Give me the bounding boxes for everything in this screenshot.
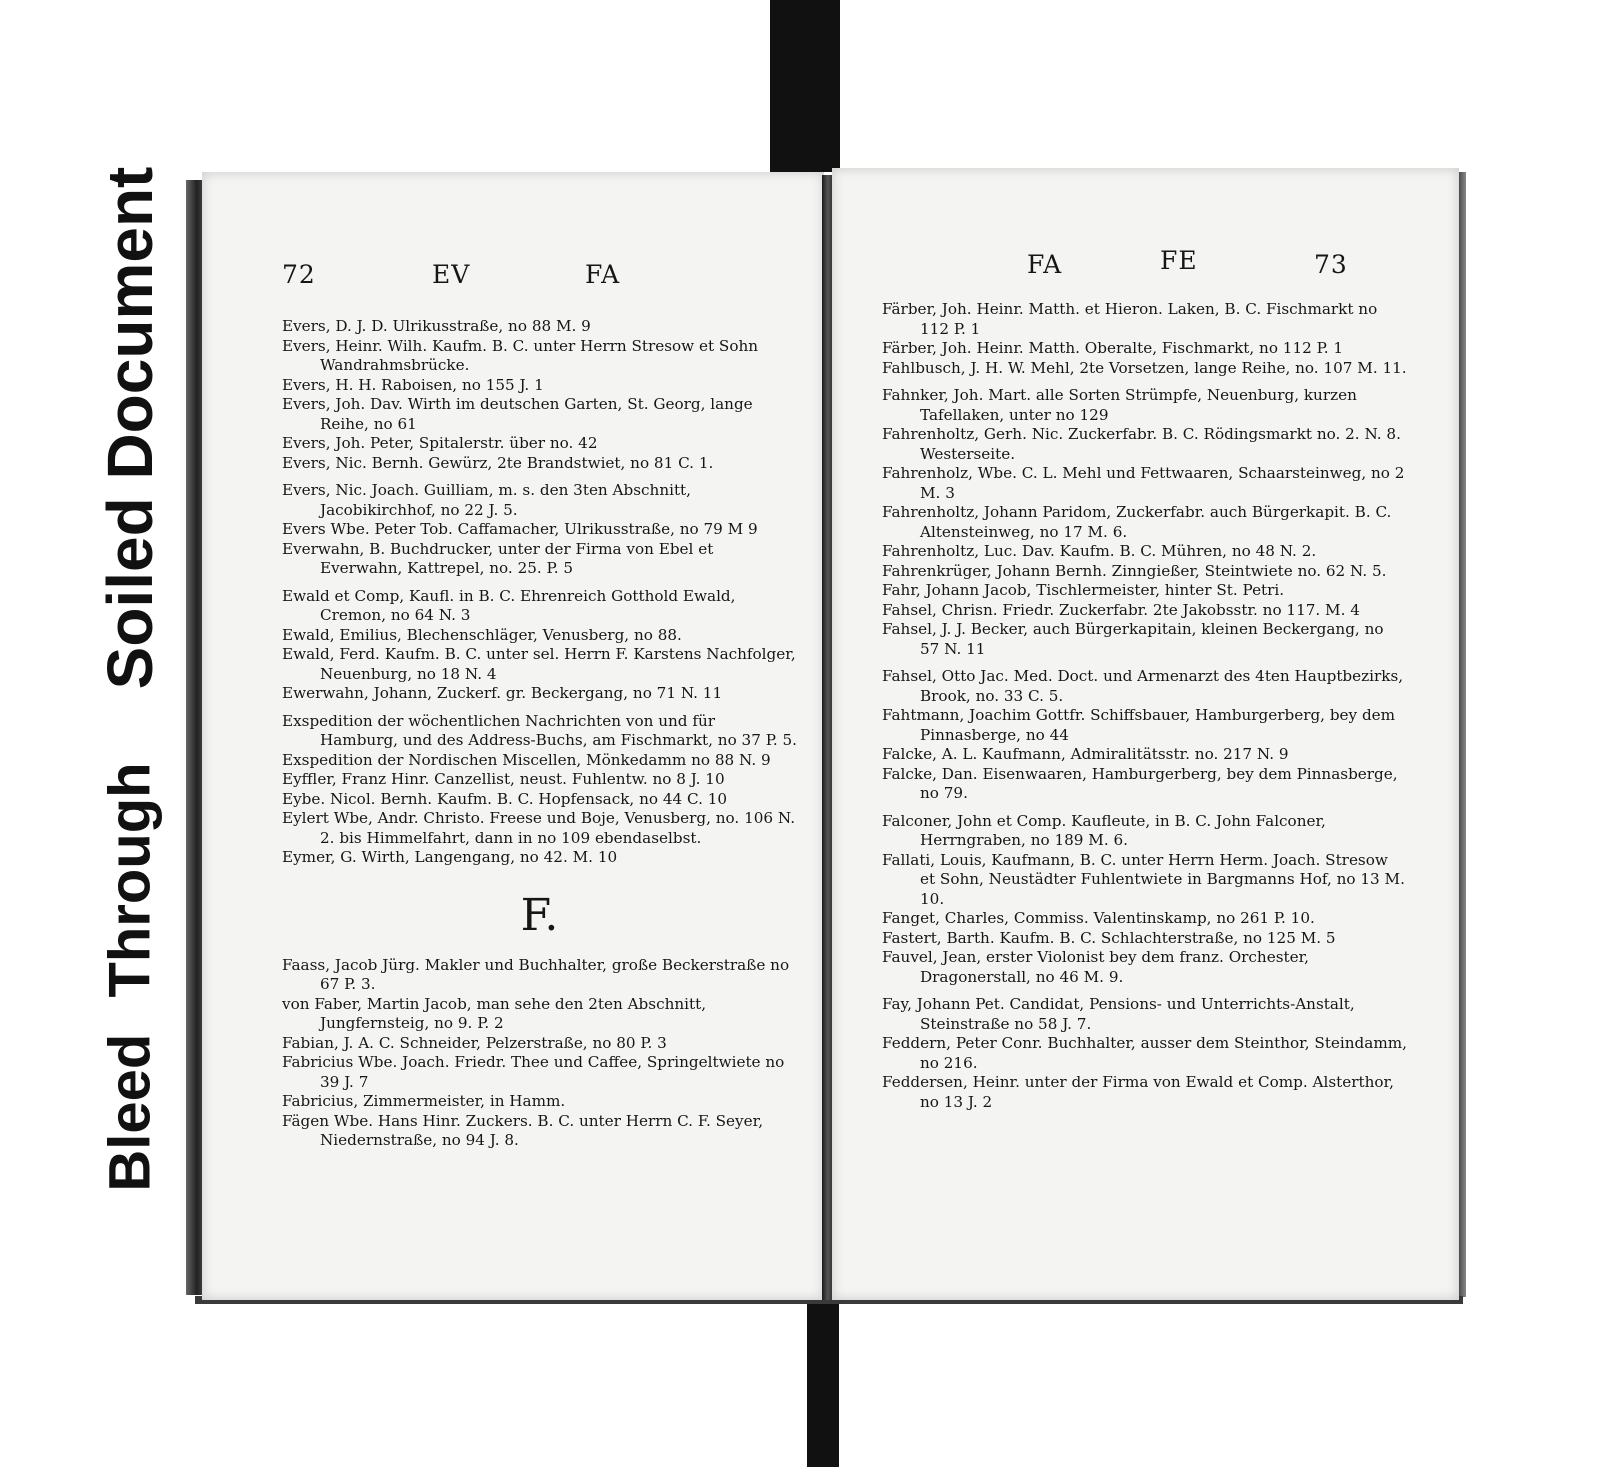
directory-entry: Evers, D. J. D. Ulrikusstraße, no 88 M. 9: [282, 317, 591, 335]
directory-entry: Färber, Joh. Heinr. Matth. et Hieron. Laken, B. C. Fischmarkt no 112 P. 1: [882, 300, 1378, 338]
directory-entry: Evers Wbe. Peter Tob. Caffamacher, Ulrikusstraße, no 79 M 9: [282, 520, 758, 538]
directory-entry: Fahrenholtz, Gerh. Nic. Zuckerfabr. B. C. Rödingsmarkt no. 2. N. 8. Westerseite.: [882, 425, 1401, 463]
entries-list: [282, 317, 797, 1151]
right-page: [832, 168, 1459, 1300]
binding-strip-bottom: [807, 1292, 839, 1467]
directory-entry: Feddersen, Heinr. unter der Firma von Ewald et Comp. Alsterthor, no 13 J. 2: [882, 1073, 1394, 1111]
running-header-left: FA: [1027, 250, 1063, 279]
running-header-right: FE: [1160, 246, 1198, 275]
directory-entry: Ewald et Comp, Kaufl. in B. C. Ehrenreich Gotthold Ewald, Cremon, no 64 N. 3: [282, 586, 736, 624]
directory-entry: Exspedition der wöchentlichen Nachrichten von und für Hamburg, und des Address-Buchs, am Fischmarkt, no 37 P. 5.: [282, 711, 797, 749]
directory-entry: Ewerwahn, Johann, Zuckerf. gr. Beckergang, no 71 N. 11: [282, 684, 723, 702]
entries-list: [882, 300, 1407, 1112]
directory-entry: Fahlbusch, J. H. W. Mehl, 2te Vorsetzen, lange Reihe, no. 107 M. 11.: [882, 358, 1407, 377]
directory-entry: Fastert, Barth. Kaufm. B. C. Schlachterstraße, no 125 M. 5: [882, 928, 1336, 947]
directory-entry: Evers, Nic. Joach. Guilliam, m. s. den 3ten Abschnitt, Jacobikirchhof, no 22 J. 5.: [282, 481, 691, 519]
directory-entry: Fallati, Louis, Kaufmann, B. C. unter Herrn Herm. Joach. Stresow et Sohn, Neustädter Fuhlentwiete in Bargmanns Hof, no 13 M. 10.: [882, 850, 1405, 908]
directory-entry: Fahrenholtz, Johann Paridom, Zuckerfabr. auch Bürgerkapit. B. C. Altensteinweg, no 17 M. 6.: [882, 503, 1392, 541]
directory-entry: Falconer, John et Comp. Kaufleute, in B. C. John Falconer, Herrngraben, no 189 M. 6.: [882, 811, 1326, 849]
directory-entry: Fahtmann, Joachim Gottfr. Schiffsbauer, Hamburgerberg, bey dem Pinnasberge, no 44: [882, 706, 1396, 744]
page-number: 72: [282, 260, 316, 289]
directory-entry: Eylert Wbe, Andr. Christo. Freese und Boje, Venusberg, no. 106 N. 2. bis Himmelfahrt, dann in no 109 ebendaselbst.: [282, 809, 796, 847]
directory-entry: Faass, Jacob Jürg. Makler und Buchhalter, große Beckerstraße no 67 P. 3.: [282, 955, 790, 993]
bleed-through-label: Bleed Through: [97, 762, 163, 1192]
directory-entry: Evers, Nic. Bernh. Gewürz, 2te Brandstwiet, no 81 C. 1.: [282, 453, 714, 472]
directory-entry: von Faber, Martin Jacob, man sehe den 2ten Abschnitt, Jungfernsteig, no 9. P. 2: [282, 994, 707, 1032]
directory-entry: Fahsel, Chrisn. Friedr. Zuckerfabr. 2te Jakobsstr. no 117. M. 4: [882, 600, 1360, 619]
directory-entry: Fahr, Johann Jacob, Tischlermeister, hinter St. Petri.: [882, 581, 1285, 599]
running-header-right: FA: [585, 260, 621, 289]
directory-entry: Fauvel, Jean, erster Violonist bey dem franz. Orchester, Dragonerstall, no 46 M. 9.: [882, 948, 1309, 986]
directory-entry: Fahrenkrüger, Johann Bernh. Zinngießer, Steintwiete no. 62 N. 5.: [882, 561, 1387, 580]
directory-entry: Everwahn, B. Buchdrucker, unter der Firma von Ebel et Everwahn, Kattrepel, no. 25. P. 5: [282, 539, 714, 577]
directory-entry: Fabian, J. A. C. Schneider, Pelzerstraße, no 80 P. 3: [282, 1033, 667, 1052]
directory-entry: Ewald, Emilius, Blechenschläger, Venusberg, no 88.: [282, 625, 682, 644]
directory-entry: Falcke, Dan. Eisenwaaren, Hamburgerberg, bey dem Pinnasberge, no 79.: [882, 764, 1398, 802]
directory-entry: Evers, Heinr. Wilh. Kaufm. B. C. unter Herrn Stresow et Sohn Wandrahmsbrücke.: [282, 336, 759, 374]
bleed-through-label-card: [75, 738, 185, 1216]
directory-entry: Fahsel, J. J. Becker, auch Bürgerkapitain, kleinen Beckergang, no 57 N. 11: [882, 620, 1384, 658]
soiled-document-label-card: [75, 168, 185, 688]
directory-entry: Evers, Joh. Dav. Wirth im deutschen Garten, St. Georg, lange Reihe, no 61: [282, 395, 753, 433]
directory-entry: Ewald, Ferd. Kaufm. B. C. unter sel. Herrn F. Karstens Nachfolger, Neuenburg, no 18 N. 4: [282, 645, 796, 683]
directory-entry: Fanget, Charles, Commiss. Valentinskamp, no 261 P. 10.: [882, 909, 1315, 927]
directory-entry: Evers, Joh. Peter, Spitalerstr. über no. 42: [282, 434, 598, 452]
directory-entry: Fahrenholtz, Luc. Dav. Kaufm. B. C. Mühren, no 48 N. 2.: [882, 542, 1317, 560]
binding-strip-top: [770, 0, 840, 172]
directory-entry: Fabricius, Zimmermeister, in Hamm.: [282, 1092, 566, 1110]
directory-entry: Eyffler, Franz Hinr. Canzellist, neust. Fuhlentw. no 8 J. 10: [282, 770, 725, 788]
directory-entry: Fay, Johann Pet. Candidat, Pensions- und Unterrichts-Anstalt, Steinstraße no 58 J. 7.: [882, 995, 1355, 1033]
running-header-left: EV: [432, 260, 471, 289]
directory-entry: Fahsel, Otto Jac. Med. Doct. und Armenarzt des 4ten Hauptbezirks, Brook, no. 33 C. 5.: [882, 667, 1404, 705]
page-number: 73: [1314, 250, 1348, 279]
directory-entry: Fägen Wbe. Hans Hinr. Zuckers. B. C. unter Herrn C. F. Seyer, Niedernstraße, no 94 J. 8.: [282, 1111, 764, 1149]
directory-entry: Eybe. Nicol. Bernh. Kaufm. B. C. Hopfensack, no 44 C. 10: [282, 789, 728, 808]
directory-entry: Eymer, G. Wirth, Langengang, no 42. M. 10: [282, 848, 618, 866]
directory-entry: Fahnker, Joh. Mart. alle Sorten Strümpfe, Neuenburg, kurzen Tafellaken, unter no 129: [882, 386, 1357, 424]
directory-entry: Fabricius Wbe. Joach. Friedr. Thee und Caffee, Springeltwiete no 39 J. 7: [282, 1053, 785, 1091]
directory-entry: Fahrenholz, Wbe. C. L. Mehl und Fettwaaren, Schaarsteinweg, no 2 M. 3: [882, 464, 1405, 502]
directory-entry: Evers, H. H. Raboisen, no 155 J. 1: [282, 375, 544, 394]
directory-entry: Exspedition der Nordischen Miscellen, Mönkedamm no 88 N. 9: [282, 750, 771, 769]
soiled-document-label: Soiled Document: [94, 166, 166, 690]
section-letter: F.: [520, 889, 559, 941]
directory-entry: Färber, Joh. Heinr. Matth. Oberalte, Fischmarkt, no 112 P. 1: [882, 339, 1344, 357]
directory-entry: Falcke, A. L. Kaufmann, Admiralitätsstr. no. 217 N. 9: [882, 745, 1289, 763]
directory-entry: Feddern, Peter Conr. Buchhalter, ausser dem Steinthor, Steindamm, no 216.: [882, 1034, 1407, 1072]
left-page: [202, 172, 824, 1300]
